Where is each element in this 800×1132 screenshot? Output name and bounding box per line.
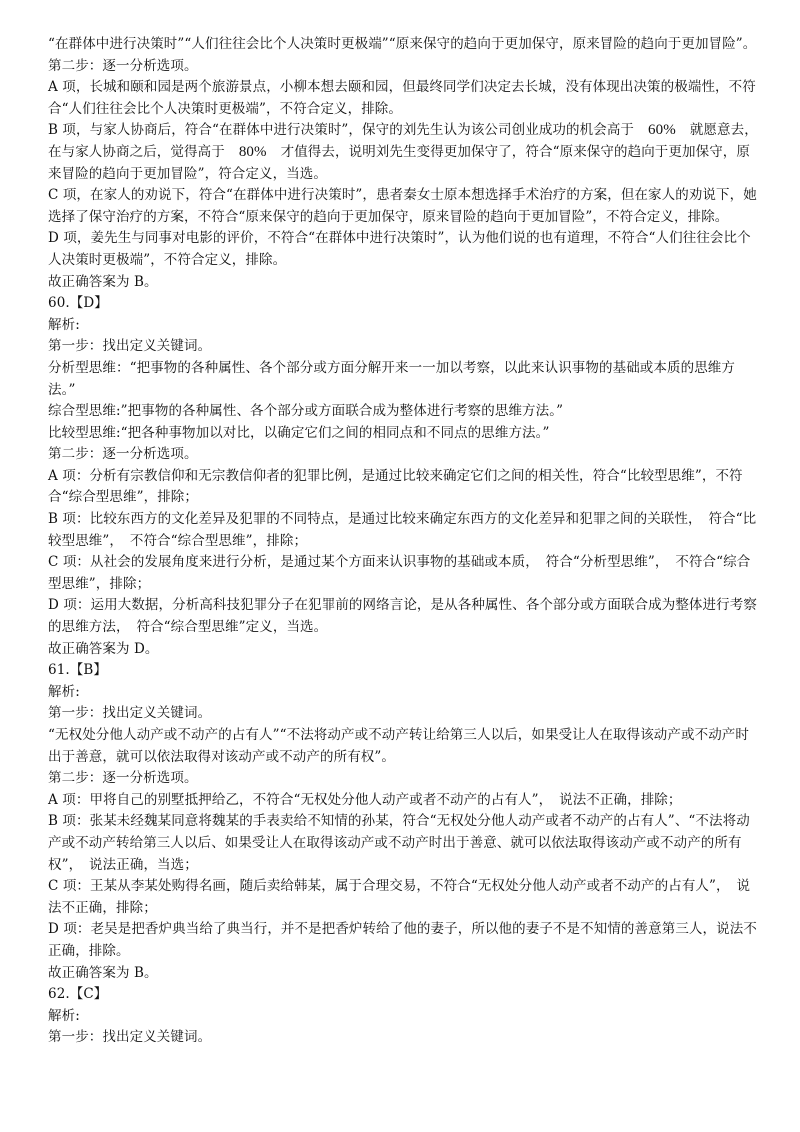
text-segment: 才值得去，说明刘先生变得更加保守了，符合“原来保守的趋向于更加保守，原来冒险的趋向于更加冒险”，符合定义，当选。 <box>48 143 751 182</box>
text-segment: 就愿意去，在与家人协商之后，觉得高于 <box>48 122 758 160</box>
text-paragraph: A 项，长城和颐和园是两个旅游景点，小柳本想去颐和园，但最终同学们决定去长城，没有体现出决策的极端性，不符合“人们往往会比个人决策时更极端”，不符合定义，排除。 <box>48 79 756 117</box>
document-page <box>48 34 760 1049</box>
text-paragraph: 故正确答案为 B。 <box>48 964 158 981</box>
text-paragraph: 综合型思维:”把事物的各种属性、各个部分或方面联合成为整体进行考察的思维方法。” <box>48 403 564 420</box>
text-paragraph: 第一步：找出定义关键词。 <box>48 705 212 722</box>
text-paragraph: 解析: <box>48 683 80 700</box>
text-paragraph: B 项：张某未经魏某同意将魏某的手表卖给不知情的孙某，符合“无权处分他人动产或者不动产的占有人”、“不法将动产或不动产转给第三人以后、如果受让人在取得该动产或不动产时出于善意、就可以依法取得该动产或不动产的所有权”， 说法正确，当选； <box>48 813 750 873</box>
text-paragraph: A 项：甲将自己的别墅抵押给乙，不符合“无权处分他人动产或者不动产的占有人”， 说法不正确，排除； <box>48 791 682 808</box>
text-paragraph: C 项：从社会的发展角度来进行分析，是通过某个方面来认识事物的基础或本质， 符合“分析型思维”， 不符合“综合型思维”，排除； <box>48 554 751 592</box>
text-paragraph: 故正确答案为 B。 <box>48 273 158 290</box>
percent-value: 60% <box>648 122 676 139</box>
text-paragraph: D 项：老吴是把香炉典当给了典当行，并不是把香炉转给了他的妻子，所以他的妻子不是不知情的善意第三人，说法不正确，排除。 <box>48 921 757 959</box>
option-b-paragraph <box>48 120 760 185</box>
text-paragraph: 第二步：逐一分析选项。 <box>48 57 198 74</box>
text-paragraph: 61.【B】 <box>48 662 107 679</box>
text-paragraph: D 项：运用大数据，分析高科技犯罪分子在犯罪前的网络言论，是从各种属性、各个部分或方面联合成为整体进行考察的思维方法， 符合“综合型思维”定义，当选。 <box>48 597 757 636</box>
text-paragraph: B 项：比较东西方的文化差异及犯罪的不同特点，是通过比较来确定东西方的文化差异和犯罪之间的关联性， 符合“比较型思维”， 不符合“综合型思维”，排除； <box>48 511 757 549</box>
text-paragraph: 分析型思维：“把事物的各种属性、各个部分或方面分解开来一一加以考察，以此来认识事物的基础或本质的思维方法。” <box>48 359 735 398</box>
text-paragraph: A 项：分析有宗教信仰和无宗教信仰者的犯罪比例，是通过比较来确定它们之间的相关性，符合“比较型思维”，不符合“综合型思维”，排除； <box>48 467 743 506</box>
percent-value: 80% <box>238 143 267 160</box>
text-paragraph: “无权处分他人动产或不动产的占有人”“不法将动产或不动产转让给第三人以后，如果受让人在取得该动产或不动产时出于善意，就可以依法取得对该动产或不动产的所有权”。 <box>48 727 750 765</box>
text-paragraph: 解析: <box>48 316 80 333</box>
text-paragraph: D 项，姜先生与同事对电影的评价，不符合“在群体中进行决策时”，认为他们说的也有道理，不符合“人们往往会比个人决策时更极端”，不符合定义，排除。 <box>48 230 751 268</box>
text-paragraph: C 项，在家人的劝说下，符合“在群体中进行决策时”，患者秦女士原本想选择手术治疗的方案，但在家人的劝说下，她选择了保守治疗的方案，不符合“原来保守的趋向于更加保守，原来冒险的趋向于更加冒险”，不符合定义，排除。 <box>48 187 757 225</box>
text-segment: B 项，与家人协商后，符合“在群体中进行决策时”，保守的刘先生认为该公司创业成功的机会高于 <box>48 122 635 139</box>
text-paragraph: 解析: <box>48 1007 80 1024</box>
text-paragraph: 第二步：逐一分析选项。 <box>48 770 198 787</box>
text-paragraph: 故正确答案为 D。 <box>48 640 159 657</box>
text-paragraph: 第一步：找出定义关键词。 <box>48 338 212 355</box>
text-paragraph: “在群体中进行决策时”“人们往往会比个人决策时更极端”“原来保守的趋向于更加保守，原来冒险的趋向于更加冒险”。 <box>48 36 757 52</box>
text-paragraph: 第一步：找出定义关键词。 <box>48 1029 212 1046</box>
text-paragraph: 62.【C】 <box>48 986 108 1003</box>
text-paragraph: C 项：王某从李某处购得名画，随后卖给韩某，属于合理交易，不符合“无权处分他人动产或者不动产的占有人”， 说法不正确，排除； <box>48 878 751 916</box>
text-paragraph: 第二步：逐一分析选项。 <box>48 446 198 463</box>
text-paragraph: 比较型思维:“把各种事物加以对比，以确定它们之间的相同点和不同点的思维方法。” <box>48 424 550 441</box>
text-paragraph: 60.【D】 <box>48 295 108 312</box>
